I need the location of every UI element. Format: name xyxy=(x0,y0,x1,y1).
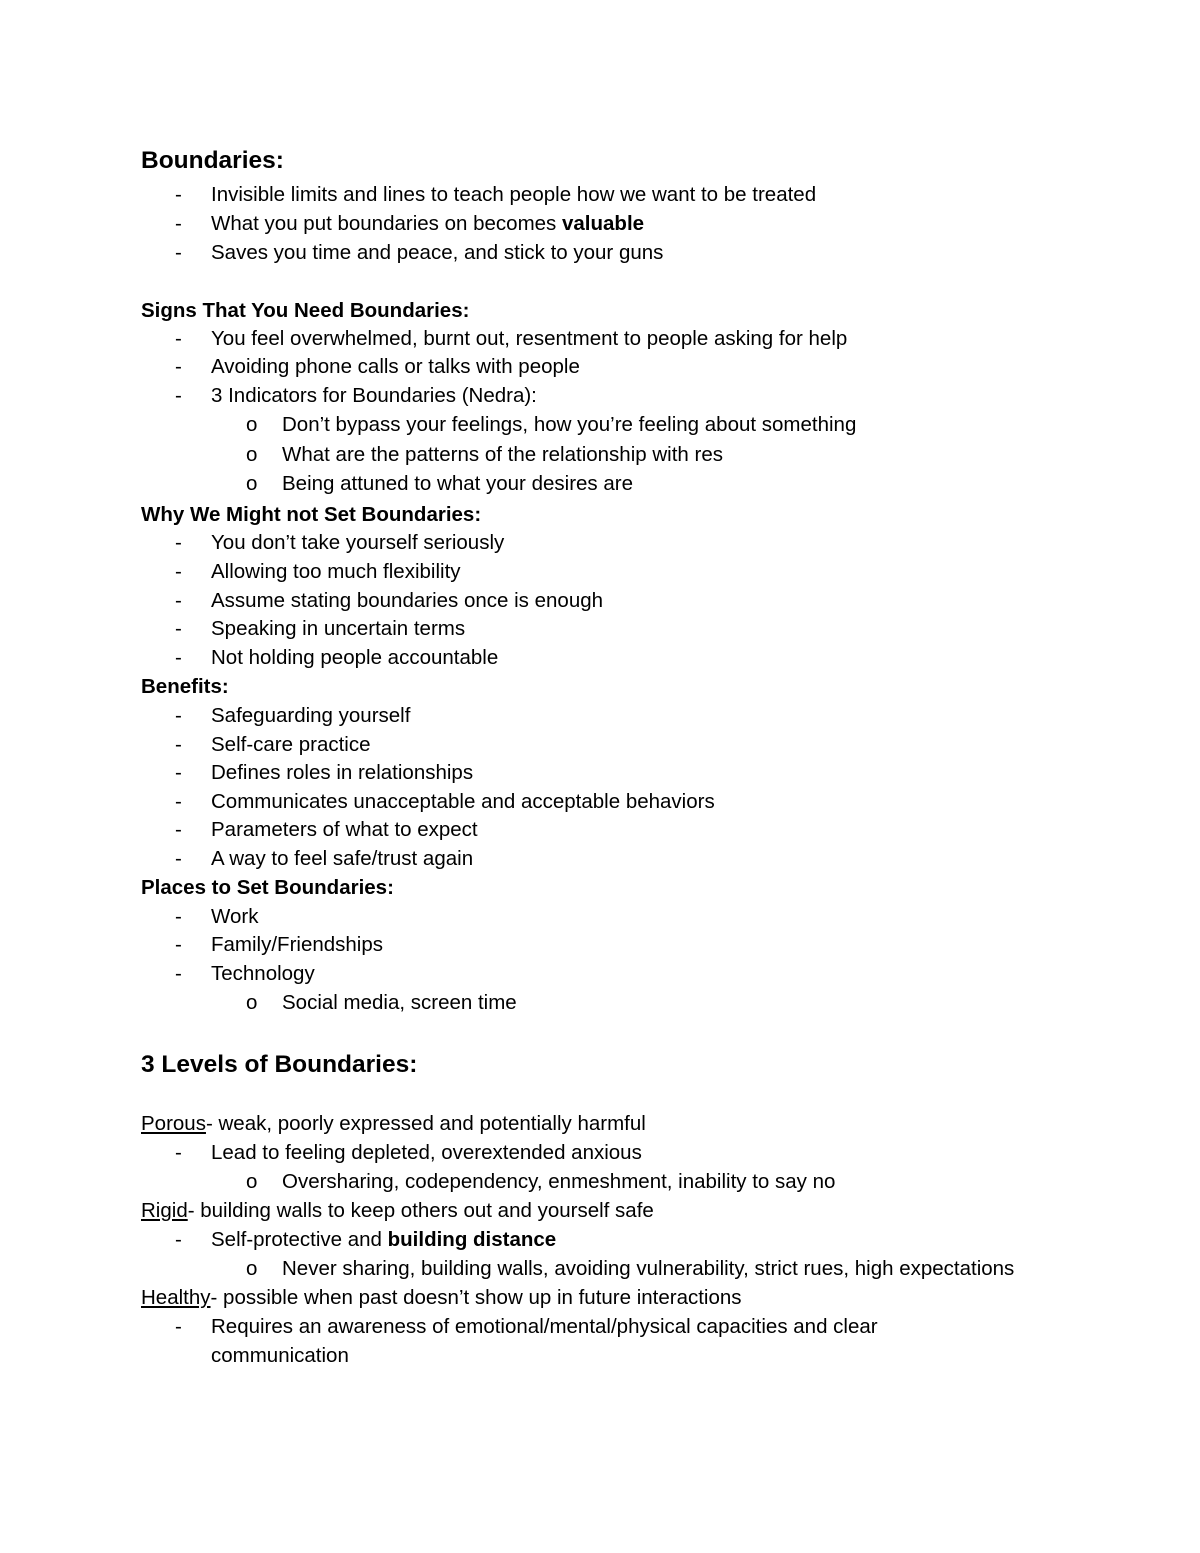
circle-bullet: o xyxy=(246,443,258,466)
list-item xyxy=(0,586,1200,615)
list-item xyxy=(0,557,1200,586)
definition-line xyxy=(0,1109,1200,1138)
list-item-text-part: What you put boundaries on becomes xyxy=(211,212,557,235)
list-item-text: Safeguarding yourself xyxy=(211,704,411,727)
dash-bullet: - xyxy=(175,241,182,264)
definition-line xyxy=(0,1196,1200,1225)
dash-bullet: - xyxy=(175,1315,182,1338)
dash-bullet: - xyxy=(175,212,182,235)
list-item xyxy=(0,180,1200,209)
list-item-text: communication xyxy=(211,1344,349,1367)
heading-boundaries: Boundaries: xyxy=(141,147,284,174)
list-item xyxy=(0,959,1200,988)
list-item xyxy=(0,238,1200,267)
list-item-text: Self-care practice xyxy=(211,733,371,756)
list-item xyxy=(0,701,1200,730)
term-rigid: Rigid xyxy=(141,1199,188,1222)
list-item xyxy=(0,1312,1200,1341)
circle-bullet: o xyxy=(246,472,258,495)
dash-bullet: - xyxy=(175,531,182,554)
list-item-text: 3 Indicators for Boundaries (Nedra): xyxy=(211,384,537,407)
list-item xyxy=(0,758,1200,787)
list-item xyxy=(0,614,1200,643)
list-item xyxy=(0,324,1200,353)
sub-list-item xyxy=(0,1167,1200,1196)
list-item xyxy=(0,381,1200,410)
dash-bullet: - xyxy=(175,733,182,756)
dash-bullet: - xyxy=(175,818,182,841)
dash-bullet: - xyxy=(175,183,182,206)
dash-bullet: - xyxy=(175,617,182,640)
sub-list-item xyxy=(0,440,1200,469)
list-item-text: Defines roles in relationships xyxy=(211,761,474,784)
list-item-text: You don’t take yourself seriously xyxy=(211,531,505,554)
bold-text: building distance xyxy=(387,1228,557,1251)
list-item-text: You feel overwhelmed, burnt out, resentment to people asking for help xyxy=(211,327,848,350)
list-item-text: Work xyxy=(211,905,259,928)
sub-list-item-text: What are the patterns of the relationship with res xyxy=(282,443,723,466)
definition-text: - possible when past doesn’t show up in future interactions xyxy=(210,1286,742,1309)
list-item-text: Communicates unacceptable and acceptable behaviors xyxy=(211,790,715,813)
list-item-text xyxy=(211,209,644,238)
dash-bullet: - xyxy=(175,560,182,583)
circle-bullet: o xyxy=(246,991,258,1014)
heading-places: Places to Set Boundaries: xyxy=(141,876,394,899)
heading-why-not: Why We Might not Set Boundaries: xyxy=(141,503,482,526)
dash-bullet: - xyxy=(175,646,182,669)
list-item xyxy=(0,844,1200,873)
list-item-text: Avoiding phone calls or talks with people xyxy=(211,355,580,378)
list-item-text: Not holding people accountable xyxy=(211,646,499,669)
list-item xyxy=(0,209,1200,238)
circle-bullet: o xyxy=(246,1257,258,1280)
list-item-text: Invisible limits and lines to teach people how we want to be treated xyxy=(211,183,817,206)
list-item xyxy=(0,1138,1200,1167)
list-item-text-part: Self-protective and xyxy=(211,1228,382,1251)
dash-bullet: - xyxy=(175,355,182,378)
dash-bullet: - xyxy=(175,327,182,350)
dash-bullet: - xyxy=(175,962,182,985)
list-item-text: Parameters of what to expect xyxy=(211,818,478,841)
sub-list-item-text: Never sharing, building walls, avoiding vulnerability, strict rues, high expectations xyxy=(282,1257,1015,1280)
list-item-text: Saves you time and peace, and stick to your guns xyxy=(211,241,664,264)
sub-list-item xyxy=(0,988,1200,1017)
list-item xyxy=(0,730,1200,759)
list-item-continuation xyxy=(0,1341,1200,1370)
dash-bullet: - xyxy=(175,790,182,813)
circle-bullet: o xyxy=(246,1170,258,1193)
sub-list-item-text: Don’t bypass your feelings, how you’re feeling about something xyxy=(282,413,857,436)
bold-text: valuable xyxy=(562,212,645,235)
sub-list-item xyxy=(0,410,1200,439)
dash-bullet: - xyxy=(175,761,182,784)
list-item xyxy=(0,643,1200,672)
list-item-text: Speaking in uncertain terms xyxy=(211,617,466,640)
list-item-text: Technology xyxy=(211,962,315,985)
definition-text: - weak, poorly expressed and potentially harmful xyxy=(205,1112,646,1135)
heading-benefits: Benefits: xyxy=(141,675,229,698)
sub-list-item-text: Social media, screen time xyxy=(282,991,517,1014)
heading-signs: Signs That You Need Boundaries: xyxy=(141,299,470,322)
dash-bullet: - xyxy=(175,905,182,928)
sub-list-item xyxy=(0,469,1200,498)
list-item-text: Lead to feeling depleted, overextended anxious xyxy=(211,1141,642,1164)
circle-bullet: o xyxy=(246,413,258,436)
heading-levels: 3 Levels of Boundaries: xyxy=(141,1051,418,1078)
definition-line xyxy=(0,1283,1200,1312)
sub-list-item xyxy=(0,1254,1200,1283)
dash-bullet: - xyxy=(175,589,182,612)
list-item-text: Allowing too much flexibility xyxy=(211,560,461,583)
list-item xyxy=(0,1225,1200,1254)
list-item-text: A way to feel safe/trust again xyxy=(211,847,474,870)
dash-bullet: - xyxy=(175,1228,182,1251)
sub-list-item-text: Being attuned to what your desires are xyxy=(282,472,633,495)
definition-text: - building walls to keep others out and yourself safe xyxy=(187,1199,654,1222)
list-item xyxy=(0,528,1200,557)
list-item-text: Assume stating boundaries once is enough xyxy=(211,589,604,612)
list-item-text xyxy=(211,1225,556,1254)
list-item-text: Family/Friendships xyxy=(211,933,384,956)
dash-bullet: - xyxy=(175,847,182,870)
dash-bullet: - xyxy=(175,704,182,727)
dash-bullet: - xyxy=(175,384,182,407)
list-item xyxy=(0,352,1200,381)
sub-list-item-text: Oversharing, codependency, enmeshment, inability to say no xyxy=(282,1170,836,1193)
list-item-text: Requires an awareness of emotional/mental/physical capacities and clear xyxy=(211,1315,878,1338)
list-item xyxy=(0,787,1200,816)
dash-bullet: - xyxy=(175,933,182,956)
list-item xyxy=(0,815,1200,844)
list-item xyxy=(0,902,1200,931)
term-porous: Porous xyxy=(141,1112,206,1135)
list-item xyxy=(0,930,1200,959)
term-healthy: Healthy xyxy=(141,1286,211,1309)
dash-bullet: - xyxy=(175,1141,182,1164)
